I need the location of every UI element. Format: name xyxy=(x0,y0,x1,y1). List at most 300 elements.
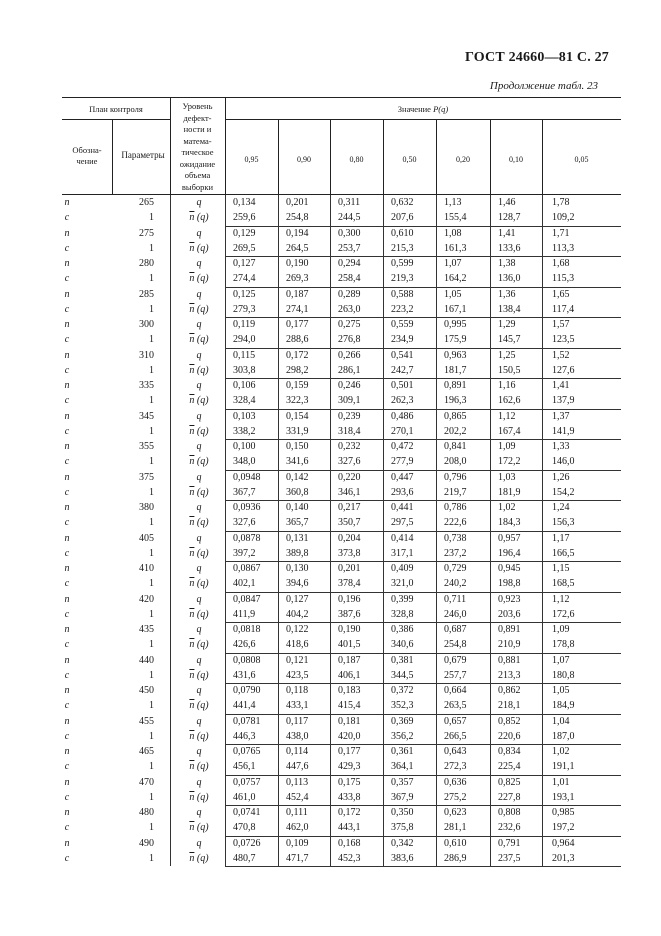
table-row xyxy=(62,546,621,561)
row-quantity: $\overline{n}$ (q) xyxy=(189,273,209,285)
p-value-cell: 181,9 xyxy=(498,486,521,498)
p-value-cell: 471,7 xyxy=(286,852,309,864)
p-value-cell: 0,246 xyxy=(338,380,361,391)
row-symbol: c xyxy=(64,517,70,529)
p-value-cell: 456,1 xyxy=(233,761,256,773)
p-value-cell: 161,3 xyxy=(444,242,467,254)
p-value-cell: 1,65 xyxy=(552,288,570,300)
p-value-cell: 286,9 xyxy=(444,852,467,864)
p-value-cell: 0,130 xyxy=(286,563,309,574)
row-symbol: n xyxy=(64,685,70,696)
p-value-cell: 276,8 xyxy=(338,334,361,346)
p-value-cell: 0,409 xyxy=(391,563,414,574)
p-value-cell: 338,2 xyxy=(233,425,256,437)
p-value-cell: 1,52 xyxy=(552,349,570,361)
p-value-cell: 184,3 xyxy=(498,517,521,529)
row-symbol: n xyxy=(64,715,70,727)
p-value-cell: 0,168 xyxy=(338,837,361,849)
p-value-cell: 0,0726 xyxy=(233,837,261,849)
p-value-cell: 180,8 xyxy=(552,669,575,681)
row-quantity: q xyxy=(196,654,202,666)
p-value-cell: 0,501 xyxy=(391,380,414,391)
row-quantity: q xyxy=(196,624,202,635)
row-param: 1 xyxy=(149,425,154,437)
row-symbol: n xyxy=(64,776,70,788)
p-column-header: 0,05 xyxy=(574,155,589,164)
p-value-cell: 389,8 xyxy=(286,547,309,559)
p-value-cell: 225,4 xyxy=(498,761,521,773)
p-value-cell: 145,7 xyxy=(498,334,521,346)
p-value-cell: 0,175 xyxy=(338,776,361,788)
p-value-cell: 263,5 xyxy=(444,700,467,712)
p-value-cell: 172,6 xyxy=(552,608,575,620)
p-value-cell: 0,187 xyxy=(338,654,361,666)
row-symbol: c xyxy=(64,547,70,559)
p-value-cell: 1,05 xyxy=(444,288,462,300)
table-row xyxy=(62,210,621,225)
p-value-cell: 207,6 xyxy=(391,212,414,224)
p-value-cell: 0,0936 xyxy=(233,502,261,513)
row-symbol: n xyxy=(64,807,70,818)
p-value-cell: 253,7 xyxy=(338,242,361,254)
p-value-cell: 0,183 xyxy=(338,685,361,696)
p-value-cell: 1,25 xyxy=(498,349,516,361)
table-row xyxy=(62,637,621,652)
row-symbol: c xyxy=(64,212,70,224)
p-value-cell: 0,0818 xyxy=(233,624,261,635)
row-symbol: n xyxy=(64,654,70,666)
row-symbol: c xyxy=(64,425,70,437)
p-value-cell: 0,636 xyxy=(444,776,467,788)
row-quantity: $\overline{n}$ (q) xyxy=(189,303,209,315)
p-value-cell: 168,5 xyxy=(552,578,575,590)
p-value-cell: 0,0878 xyxy=(233,532,261,544)
p-value-cell: 350,7 xyxy=(338,517,361,529)
p-value-cell: 213,3 xyxy=(498,669,521,681)
p-value-cell: 234,9 xyxy=(391,334,414,346)
p-column-header: 0,90 xyxy=(297,155,311,164)
p-value-cell: 167,1 xyxy=(444,303,467,315)
p-value-cell: 406,1 xyxy=(338,669,361,681)
level-header-line: ности и xyxy=(183,124,212,134)
p-value-cell: 166,5 xyxy=(552,547,575,559)
p-value-cell: 394,6 xyxy=(286,578,309,590)
p-value-cell: 0,0781 xyxy=(233,715,261,727)
row-quantity: q xyxy=(196,471,202,483)
table-row xyxy=(62,698,621,713)
table-header xyxy=(62,97,621,195)
p-value-cell: 0,852 xyxy=(498,715,521,727)
table-row xyxy=(62,531,621,546)
p-value-cell: 0,862 xyxy=(498,685,521,696)
p-value-cell: 1,17 xyxy=(552,532,570,544)
p-value-cell: 1,37 xyxy=(552,410,570,422)
row-quantity: $\overline{n}$ (q) xyxy=(189,700,209,712)
p-value-cell: 0,121 xyxy=(286,654,309,666)
p-value-cell: 0,372 xyxy=(391,685,414,696)
p-value-cell: 155,4 xyxy=(444,212,467,224)
p-value-cell: 1,71 xyxy=(552,227,570,239)
p-value-cell: 0,447 xyxy=(391,471,414,483)
row-symbol: c xyxy=(64,273,70,285)
row-quantity: q xyxy=(196,593,202,605)
row-quantity: q xyxy=(196,532,202,544)
p-value-cell: 328,8 xyxy=(391,608,414,620)
row-quantity: q xyxy=(196,807,202,818)
p-value-cell: 0,891 xyxy=(498,624,521,635)
p-value-cell: 0,559 xyxy=(391,319,414,330)
p-value-cell: 0,0867 xyxy=(233,563,261,574)
p-value-cell: 0,100 xyxy=(233,441,256,452)
row-symbol: n xyxy=(64,532,70,544)
row-param: 1 xyxy=(149,364,154,376)
p-value-cell: 0,111 xyxy=(286,807,308,818)
p-value-cell: 202,2 xyxy=(444,425,467,437)
row-symbol: c xyxy=(64,730,70,742)
p-value-cell: 0,300 xyxy=(338,227,361,239)
p-value-cell: 0,541 xyxy=(391,349,414,361)
p-value-cell: 0,957 xyxy=(498,532,521,544)
p-value-cell: 0,172 xyxy=(286,349,309,361)
p-value-cell: 0,204 xyxy=(338,532,361,544)
p-value-cell: 0,643 xyxy=(444,746,467,757)
table-row xyxy=(62,454,621,469)
p-value-cell: 0,796 xyxy=(444,471,467,483)
p-value-cell: 1,12 xyxy=(552,593,570,605)
p-value-cell: 0,154 xyxy=(286,410,309,422)
row-param: 450 xyxy=(139,685,154,696)
p-value-cell: 1,46 xyxy=(498,197,516,208)
row-param: 375 xyxy=(139,471,154,483)
table-row xyxy=(62,820,621,835)
p-value-cell: 341,6 xyxy=(286,456,309,468)
p-value-cell: 293,6 xyxy=(391,486,414,498)
p-value-cell: 461,0 xyxy=(233,791,256,803)
level-header-line: выборки xyxy=(181,181,214,192)
row-symbol: c xyxy=(64,303,70,315)
row-symbol: c xyxy=(64,822,70,834)
p-value-cell: 0,808 xyxy=(498,807,521,818)
row-symbol: c xyxy=(64,852,70,864)
p-value-cell: 303,8 xyxy=(233,364,256,376)
p-value-cell: 1,41 xyxy=(498,227,516,239)
row-quantity: q xyxy=(196,380,202,391)
row-symbol: n xyxy=(64,502,70,513)
p-value-cell: 279,3 xyxy=(233,303,256,315)
page-header: ГОСТ 24660—81 С. 27 xyxy=(465,50,609,65)
p-value-cell: 470,8 xyxy=(233,822,256,834)
level-header-line: Уровень xyxy=(182,101,213,111)
p-value-cell: 1,02 xyxy=(552,746,570,757)
p-value-cell: 266,5 xyxy=(444,730,467,742)
table-row xyxy=(62,302,621,317)
p-value-cell: 1,68 xyxy=(552,258,570,269)
row-quantity: q xyxy=(196,319,202,330)
p-value-cell: 294,0 xyxy=(233,334,256,346)
p-column-header: 0,95 xyxy=(244,155,259,164)
p-value-cell: 138,4 xyxy=(498,303,521,315)
p-value-cell: 298,2 xyxy=(286,364,309,376)
p-value-cell: 0,486 xyxy=(391,410,414,422)
table-row xyxy=(62,592,621,607)
p-value-cell: 0,220 xyxy=(338,471,361,483)
row-symbol: n xyxy=(64,471,70,483)
p-value-cell: 360,8 xyxy=(286,486,309,498)
table-row xyxy=(62,271,621,286)
p-value-cell: 254,8 xyxy=(444,639,467,651)
p-value-cell: 402,1 xyxy=(233,578,256,590)
p-value-cell: 0,623 xyxy=(444,807,467,818)
p-value-cell: 0,239 xyxy=(338,410,361,422)
p-value-cell: 0,275 xyxy=(338,319,361,330)
row-param: 1 xyxy=(149,639,154,651)
row-param: 265 xyxy=(139,197,154,208)
p-value-cell: 269,3 xyxy=(286,273,309,285)
p-value-cell: 0,113 xyxy=(286,776,309,788)
p-value-cell: 117,4 xyxy=(552,303,575,315)
p-value-cell: 184,9 xyxy=(552,700,575,712)
row-symbol: c xyxy=(64,791,70,803)
p-value-cell: 1,03 xyxy=(498,471,516,483)
p-value-cell: 109,2 xyxy=(552,212,575,224)
row-quantity: q xyxy=(196,288,202,300)
p-value-cell: 375,8 xyxy=(391,822,414,834)
designation-header: Обозна- чение xyxy=(72,145,102,166)
p-value-cell: 0,865 xyxy=(444,410,467,422)
p-value-cell: 322,3 xyxy=(286,395,309,407)
table-row xyxy=(62,561,621,576)
p-value-cell: 443,1 xyxy=(338,822,361,834)
p-value-cell: 0,150 xyxy=(286,441,309,452)
p-value-cell: 210,9 xyxy=(498,639,521,651)
row-quantity: $\overline{n}$ (q) xyxy=(189,242,209,254)
table-row xyxy=(62,515,621,530)
p-value-cell: 433,8 xyxy=(338,791,361,803)
p-value-cell: 429,3 xyxy=(338,761,361,773)
p-value-cell: 215,3 xyxy=(391,242,414,254)
row-quantity: $\overline{n}$ (q) xyxy=(189,517,209,529)
p-value-cell: 364,1 xyxy=(391,761,414,773)
row-symbol: c xyxy=(64,242,70,254)
p-value-cell: 0,125 xyxy=(233,288,256,300)
table-row xyxy=(62,256,621,271)
table-row xyxy=(62,317,621,332)
row-param: 470 xyxy=(139,776,154,788)
row-quantity: $\overline{n}$ (q) xyxy=(189,639,209,651)
level-header xyxy=(172,101,223,193)
p-value-cell: 0,664 xyxy=(444,685,467,696)
row-quantity: $\overline{n}$ (q) xyxy=(189,547,209,559)
p-column-header: 0,80 xyxy=(349,155,364,164)
table-row xyxy=(62,607,621,622)
p-value-cell: 0,103 xyxy=(233,410,256,422)
p-value-cell: 0,177 xyxy=(286,319,309,330)
p-value-cell: 0,119 xyxy=(233,319,256,330)
p-value-cell: 0,118 xyxy=(286,685,309,696)
p-value-cell: 141,9 xyxy=(552,425,575,437)
row-quantity: $\overline{n}$ (q) xyxy=(189,608,209,620)
p-value-cell: 480,7 xyxy=(233,852,256,864)
row-param: 1 xyxy=(149,730,154,742)
p-value-cell: 274,1 xyxy=(286,303,309,315)
row-quantity: $\overline{n}$ (q) xyxy=(189,212,209,224)
table-row xyxy=(62,836,621,851)
p-value-cell: 198,8 xyxy=(498,578,521,590)
p-value-cell: 281,1 xyxy=(444,822,467,834)
p-value-cell: 164,2 xyxy=(444,273,467,285)
p-value-cell: 452,3 xyxy=(338,852,361,864)
p-value-cell: 0,109 xyxy=(286,837,309,849)
table-row xyxy=(62,805,621,820)
p-value-cell: 418,6 xyxy=(286,639,309,651)
params-header: Параметры xyxy=(121,150,165,160)
table-row xyxy=(62,393,621,408)
p-value-cell: 383,6 xyxy=(391,852,414,864)
row-quantity: $\overline{n}$ (q) xyxy=(189,364,209,376)
table-row xyxy=(62,226,621,241)
row-param: 345 xyxy=(139,410,154,422)
p-value-cell: 1,02 xyxy=(498,502,516,513)
p-value-cell: 0,201 xyxy=(286,197,309,208)
p-value-cell: 1,09 xyxy=(498,441,516,452)
row-param: 1 xyxy=(149,822,154,834)
p-value-cell: 0,0808 xyxy=(233,654,261,666)
p-value-cell: 203,6 xyxy=(498,608,521,620)
row-quantity: q xyxy=(196,563,202,574)
p-value-cell: 0,201 xyxy=(338,563,361,574)
p-value-cell: 387,6 xyxy=(338,608,361,620)
p-value-cell: 0,711 xyxy=(444,593,467,605)
level-header-line: матема- xyxy=(183,135,212,146)
row-param: 310 xyxy=(139,349,154,361)
p-value-cell: 0,127 xyxy=(233,258,256,269)
p-column-header: 0,10 xyxy=(509,155,523,164)
table-row xyxy=(62,683,621,698)
table-row xyxy=(62,363,621,378)
row-quantity: q xyxy=(196,258,202,269)
row-param: 1 xyxy=(149,517,154,529)
p-value-cell: 156,3 xyxy=(552,517,575,529)
p-value-cell: 0,0741 xyxy=(233,807,261,818)
row-param: 285 xyxy=(139,288,154,300)
table-body xyxy=(62,195,621,866)
p-value-cell: 365,7 xyxy=(286,517,309,529)
row-quantity: q xyxy=(196,197,202,208)
p-value-cell: 244,5 xyxy=(338,212,361,224)
row-quantity: $\overline{n}$ (q) xyxy=(189,578,209,590)
p-value-cell: 321,0 xyxy=(391,578,414,590)
p-value-cell: 1,04 xyxy=(552,715,570,727)
p-value-cell: 288,6 xyxy=(286,334,309,346)
p-value-cell: 127,6 xyxy=(552,364,575,376)
p-value-cell: 0,106 xyxy=(233,380,256,391)
p-value-cell: 237,5 xyxy=(498,852,521,864)
row-param: 480 xyxy=(139,807,154,818)
p-value-cell: 1,01 xyxy=(552,776,570,788)
p-value-cell: 254,8 xyxy=(286,212,309,224)
p-value-cell: 0,386 xyxy=(391,624,414,635)
p-value-cell: 0,294 xyxy=(338,258,361,269)
p-value-cell: 378,4 xyxy=(338,578,361,590)
p-value-cell: 0,311 xyxy=(338,197,361,208)
row-symbol: c xyxy=(64,486,70,498)
p-value-cell: 286,1 xyxy=(338,364,361,376)
table-row xyxy=(62,714,621,729)
p-value-cell: 367,9 xyxy=(391,791,414,803)
p-value-cell: 123,5 xyxy=(552,334,575,346)
p-value-cell: 1,08 xyxy=(444,227,462,239)
row-param: 1 xyxy=(149,608,154,620)
row-quantity: $\overline{n}$ (q) xyxy=(189,761,209,773)
row-quantity: q xyxy=(196,715,202,727)
row-symbol: c xyxy=(64,608,70,620)
p-value-cell: 146,0 xyxy=(552,456,575,468)
row-symbol: n xyxy=(64,197,70,208)
table-row xyxy=(62,409,621,424)
p-value-cell: 259,6 xyxy=(233,212,256,224)
table-23 xyxy=(62,97,621,866)
table-row xyxy=(62,729,621,744)
row-symbol: n xyxy=(64,624,70,635)
p-value-cell: 0,217 xyxy=(338,502,361,513)
p-value-cell: 257,7 xyxy=(444,669,467,681)
row-param: 380 xyxy=(139,502,154,513)
row-symbol: n xyxy=(64,288,70,300)
table-row xyxy=(62,332,621,347)
p-value-cell: 201,3 xyxy=(552,852,575,864)
p-value-cell: 1,36 xyxy=(498,288,516,300)
row-param: 1 xyxy=(149,486,154,498)
p-value-cell: 1,15 xyxy=(552,563,570,574)
row-param: 1 xyxy=(149,212,154,224)
p-value-cell: 115,3 xyxy=(552,273,575,285)
row-param: 455 xyxy=(139,715,154,727)
p-value-cell: 0,350 xyxy=(391,807,414,818)
p-value-cell: 178,8 xyxy=(552,639,575,651)
table-row xyxy=(62,576,621,591)
p-value-cell: 0,786 xyxy=(444,502,467,513)
p-value-cell: 219,3 xyxy=(391,273,414,285)
row-quantity: $\overline{n}$ (q) xyxy=(189,730,209,742)
row-param: 1 xyxy=(149,852,154,864)
p-value-cell: 196,3 xyxy=(444,395,467,407)
row-quantity: q xyxy=(196,837,202,849)
row-quantity: q xyxy=(196,410,202,422)
p-value-cell: 0,0847 xyxy=(233,593,261,605)
p-value-cell: 331,9 xyxy=(286,425,309,437)
row-symbol: c xyxy=(64,639,70,651)
p-value-cell: 397,2 xyxy=(233,547,256,559)
p-value-cell: 220,6 xyxy=(498,730,521,742)
p-value-cell: 1,41 xyxy=(552,380,570,391)
row-param: 335 xyxy=(139,380,154,391)
p-value-cell: 0,172 xyxy=(338,807,361,818)
level-header-line: объема xyxy=(184,170,211,180)
p-value-cell: 327,6 xyxy=(338,456,361,468)
p-value-cell: 1,12 xyxy=(498,410,516,422)
p-value-cell: 1,09 xyxy=(552,624,570,635)
p-value-cell: 0,232 xyxy=(338,441,361,452)
row-quantity: q xyxy=(196,685,202,696)
p-value-cell: 264,5 xyxy=(286,242,309,254)
p-value-cell: 0,687 xyxy=(444,624,467,635)
p-value-cell: 462,0 xyxy=(286,822,309,834)
p-value-cell: 242,7 xyxy=(391,364,414,376)
p-value-cell: 270,1 xyxy=(391,425,414,437)
p-value-cell: 344,5 xyxy=(391,669,414,681)
p-value-cell: 223,2 xyxy=(391,303,414,315)
p-value-cell: 193,1 xyxy=(552,791,575,803)
